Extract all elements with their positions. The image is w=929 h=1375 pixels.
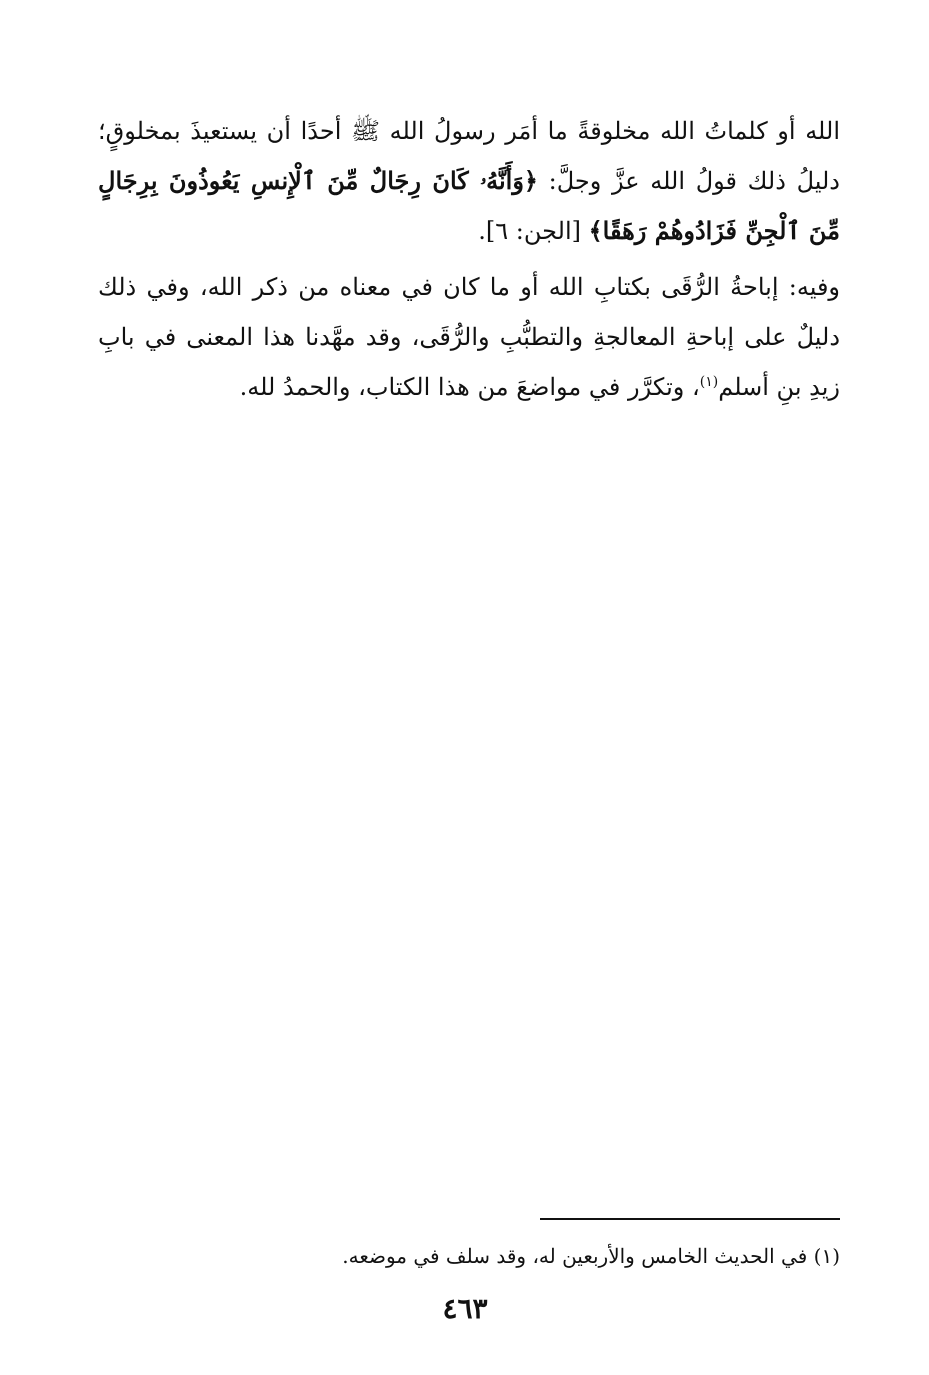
paragraph-1 <box>98 106 840 256</box>
paragraph-2-end: ، وتكرَّر في مواضعَ من هذا الكتاب، والحمدُ لله. <box>239 373 700 401</box>
footnote-reference[interactable]: (١) <box>699 374 719 390</box>
paragraph-2 <box>98 262 840 412</box>
quran-verse: ﴿وَأَنَّهُۥ كَانَ رِجَالٌ مِّنَ ٱلْإِنسِ يَعُوذُونَ بِرِجَالٍ مِّنَ ٱلْجِنِّ فَزَادُوهُمْ رَهَقًا﴾ <box>98 166 840 245</box>
footnote: (١) في الحديث الخامس والأربعين له، وقد سلف في موضعه. <box>342 1244 840 1268</box>
paragraph-2-text: وفيه: إباحةُ الرُّقَى بكتابِ الله أو ما كان في معناه من ذكر الله، وفي ذلك دليلٌ على إباحةِ المعالجةِ والتطبُّبِ والرُّقَى، وقد مهَّدنا هذا المعنى في بابِ زيدِ بنِ أسلم <box>98 273 841 401</box>
main-text <box>98 106 840 412</box>
page-number: ٤٦٣ <box>442 1292 488 1325</box>
footnote-divider <box>540 1218 840 1220</box>
verse-citation: [الجن: ٦]. <box>478 217 589 245</box>
paragraph-1-text: الله أو كلماتُ الله مخلوقةً ما أمَر رسولُ الله ﷺ أحدًا أن يستعيذَ بمخلوقٍ؛ دليلُ ذلك قولُ الله عزَّ وجلَّ: <box>98 117 840 195</box>
